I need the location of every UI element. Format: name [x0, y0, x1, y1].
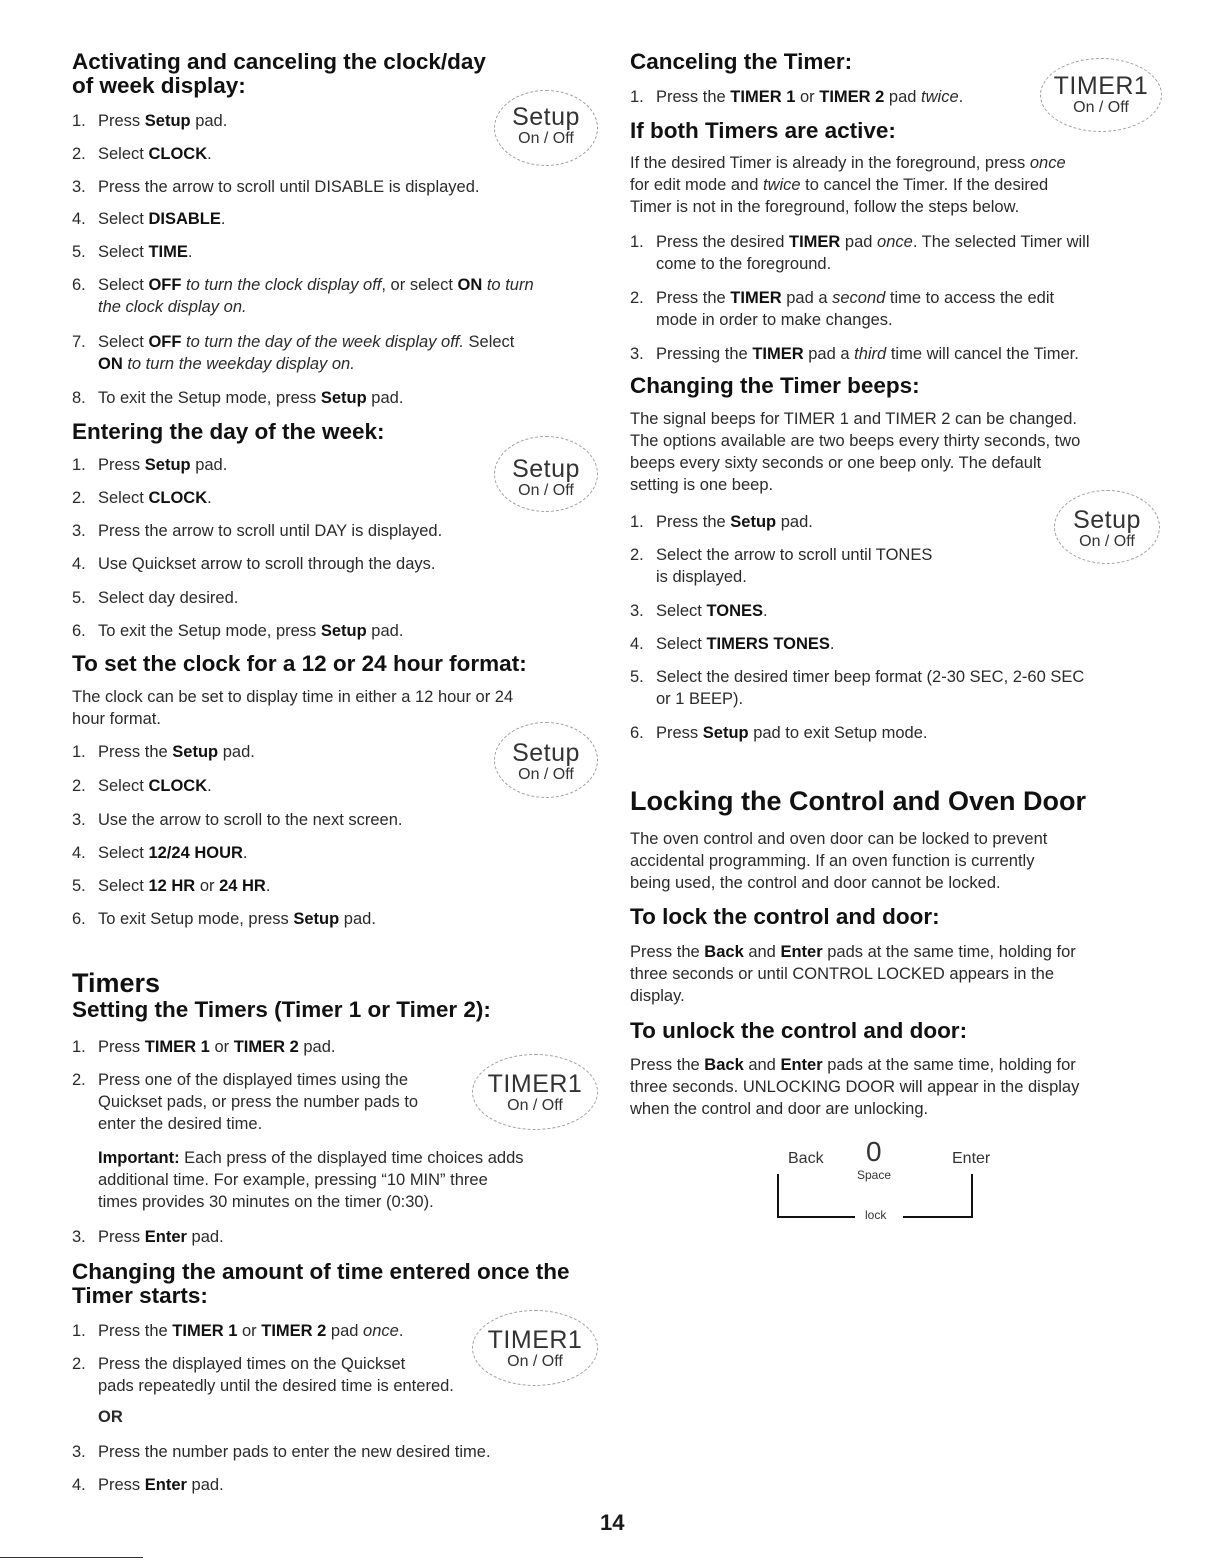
clock-step-1: Press Setup pad. — [98, 112, 228, 130]
step-number: 3. — [630, 345, 644, 363]
timer-beeps-heading: Changing the Timer beeps: — [630, 373, 920, 398]
clock-step-6-cont: the clock display on. — [98, 298, 247, 316]
setup-pad-icon: Setup On / Off — [494, 436, 598, 512]
changing-step-2: Press the displayed times on the Quickset pads repeatedly until the desired time is entered. — [98, 1355, 454, 1395]
enter-key-label: Enter — [952, 1150, 991, 1167]
day-step-4: Use Quickset arrow to scroll through the days. — [98, 555, 436, 573]
beeps-step-1: Press the Setup pad. — [656, 513, 813, 531]
beeps-step-6: Press Setup pad to exit Setup mode. — [656, 724, 928, 742]
step-number: 8. — [72, 389, 86, 407]
step-number: 4. — [630, 635, 644, 653]
step-number: 5. — [72, 877, 86, 895]
step-number: 2. — [72, 777, 86, 795]
format-step-6: To exit Setup mode, press Setup pad. — [98, 910, 376, 928]
footer-rule — [0, 1557, 143, 1558]
step-number: 2. — [72, 1071, 86, 1089]
both-timers-intro: If the desired Timer is already in the foreground, press once for edit mode and twice to cancel the Timer. If the desired Timer is not in the foreground, follow the steps below. — [630, 154, 1066, 216]
format-step-3: Use the arrow to scroll to the next screen. — [98, 811, 403, 829]
format-step-2: Select CLOCK. — [98, 777, 212, 795]
step-number: 6. — [72, 622, 86, 640]
step-number: 3. — [72, 178, 86, 196]
step-number: 6. — [630, 724, 644, 742]
step-number: 4. — [72, 1476, 86, 1494]
clock-step-6: Select OFF to turn the clock display off, or select ON to turn — [98, 276, 534, 294]
day-heading: Entering the day of the week: — [72, 419, 385, 444]
changing-step-4: Press Enter pad. — [98, 1476, 224, 1494]
step-number: 5. — [72, 589, 86, 607]
step-number: 2. — [72, 145, 86, 163]
format-step-1: Press the Setup pad. — [98, 743, 255, 761]
day-step-5: Select day desired. — [98, 589, 239, 607]
format-step-5: Select 12 HR or 24 HR. — [98, 877, 271, 895]
step-number: 1. — [630, 233, 644, 251]
bracket-right-line — [971, 1174, 973, 1218]
step-number: 4. — [72, 555, 86, 573]
clock-step-3: Press the arrow to scroll until DISABLE is displayed. — [98, 178, 480, 196]
important-label: Important: — [98, 1149, 180, 1167]
step-number: 5. — [630, 668, 644, 686]
both-timers-heading: If both Timers are active: — [630, 118, 896, 143]
lock-heading: To lock the control and door: — [630, 904, 940, 929]
setup-pad-icon: Setup On / Off — [494, 722, 598, 798]
or-label: OR — [98, 1408, 123, 1426]
heading-line-1: Activating and canceling the clock/day — [72, 49, 486, 74]
clock-step-7: Select OFF to turn the day of the week display off. Select — [98, 333, 515, 351]
step-number: 5. — [72, 243, 86, 261]
lock-text: Press the Back and Enter pads at the same time, holding for three seconds or until CONTROL LOCKED appears in the display. — [630, 943, 1076, 1005]
setting-timers-heading: Setting the Timers (Timer 1 or Timer 2): — [72, 997, 491, 1022]
step-number: 1. — [630, 88, 644, 106]
step-number: 6. — [72, 910, 86, 928]
important-note: Important: Each press of the displayed time choices adds additional time. For example, pressing “10 MIN” three times provides 30 minutes on the timer (0:30). — [98, 1149, 524, 1211]
unlock-text: Press the Back and Enter pads at the same time, holding for three seconds. UNLOCKING DOOR will appear in the display when the control and door are unlocking. — [630, 1056, 1080, 1118]
step-number: 2. — [630, 289, 644, 307]
step-number: 1. — [72, 743, 86, 761]
clock-step-5: Select TIME. — [98, 243, 193, 261]
cancel-timer-heading: Canceling the Timer: — [630, 49, 853, 74]
step-number: 1. — [72, 456, 86, 474]
day-step-2: Select CLOCK. — [98, 489, 212, 507]
step-number: 3. — [630, 602, 644, 620]
changing-step-3: Press the number pads to enter the new desired time. — [98, 1443, 491, 1461]
step-number: 1. — [72, 112, 86, 130]
changing-heading: Changing the amount of time entered once the Timer starts: — [72, 1259, 570, 1308]
changing-step-1: Press the TIMER 1 or TIMER 2 pad once. — [98, 1322, 404, 1340]
both-step-1: Press the desired TIMER pad once. The selected Timer will come to the foreground. — [656, 233, 1090, 273]
clock-display-heading — [72, 50, 486, 98]
format-step-4: Select 12/24 HOUR. — [98, 844, 248, 862]
setup-pad-icon: Setup On / Off — [494, 90, 598, 166]
zero-key-label: 0 — [866, 1136, 882, 1167]
heading-line-2: of week display: — [72, 73, 246, 98]
day-step-3: Press the arrow to scroll until DAY is displayed. — [98, 522, 443, 540]
step-number: 1. — [630, 513, 644, 531]
clock-step-2: Select CLOCK. — [98, 145, 212, 163]
setup-pad-icon: Setup On / Off — [1054, 490, 1160, 564]
beeps-step-2: Select the arrow to scroll until TONES is displayed. — [656, 546, 933, 586]
step-number: 3. — [72, 811, 86, 829]
locking-intro: The oven control and oven door can be locked to prevent accidental programming. If an oven function is currently being used, the control and door cannot be locked. — [630, 830, 1048, 892]
setting-step-1: Press TIMER 1 or TIMER 2 pad. — [98, 1038, 336, 1056]
clock-step-7-cont: ON to turn the weekday display on. — [98, 355, 355, 373]
beeps-step-5: Select the desired timer beep format (2-30 SEC, 2-60 SEC or 1 BEEP). — [656, 668, 1085, 708]
step-number: 3. — [72, 1228, 86, 1246]
clock-step-8: To exit the Setup mode, press Setup pad. — [98, 389, 404, 407]
timer1-pad-icon: TIMER1 On / Off — [1040, 58, 1162, 132]
step-number: 4. — [72, 210, 86, 228]
both-step-2: Press the TIMER pad a second time to access the edit mode in order to make changes. — [656, 289, 1055, 329]
back-key-label: Back — [788, 1150, 824, 1167]
step-number: 4. — [72, 844, 86, 862]
step-number: 3. — [72, 522, 86, 540]
unlock-heading: To unlock the control and door: — [630, 1018, 968, 1043]
bracket-bottom-right-line — [903, 1216, 973, 1218]
setting-step-3: Press Enter pad. — [98, 1228, 224, 1246]
timer1-pad-icon: TIMER1 On / Off — [472, 1310, 598, 1386]
step-number: 2. — [72, 489, 86, 507]
cancel-step-1: Press the TIMER 1 or TIMER 2 pad twice. — [656, 88, 964, 106]
timer-beeps-intro: The signal beeps for TIMER 1 and TIMER 2 can be changed. The options available are two beeps every thirty seconds, two beeps every sixty seconds or one beep only. The default setting is one beep. — [630, 410, 1081, 494]
step-number: 7. — [72, 333, 86, 351]
locking-heading: Locking the Control and Oven Door — [630, 786, 1087, 816]
step-number: 2. — [72, 1355, 86, 1373]
format-intro: The clock can be set to display time in either a 12 hour or 24 hour format. — [72, 688, 514, 728]
setting-step-2: Press one of the displayed times using the Quickset pads, or press the number pads to enter the desired time. — [98, 1071, 419, 1133]
step-number: 1. — [72, 1322, 86, 1340]
day-step-1: Press Setup pad. — [98, 456, 228, 474]
space-label: Space — [857, 1168, 892, 1182]
lock-label: lock — [865, 1208, 887, 1222]
clock-step-4: Select DISABLE. — [98, 210, 226, 228]
page-number: 14 — [600, 1510, 625, 1535]
day-step-6: To exit the Setup mode, press Setup pad. — [98, 622, 404, 640]
beeps-step-3: Select TONES. — [656, 602, 768, 620]
bracket-bottom-left-line — [777, 1216, 855, 1218]
step-number: 6. — [72, 276, 86, 294]
step-number: 2. — [630, 546, 644, 564]
bracket-left-line — [777, 1174, 779, 1218]
timers-heading: Timers — [72, 968, 161, 998]
step-number: 3. — [72, 1443, 86, 1461]
lock-keys-diagram — [760, 1138, 1000, 1228]
step-number: 1. — [72, 1038, 86, 1056]
both-step-3: Pressing the TIMER pad a third time will cancel the Timer. — [656, 345, 1079, 363]
timer1-pad-icon: TIMER1 On / Off — [472, 1054, 598, 1130]
beeps-step-4: Select TIMERS TONES. — [656, 635, 835, 653]
format-heading: To set the clock for a 12 or 24 hour format: — [72, 651, 527, 676]
